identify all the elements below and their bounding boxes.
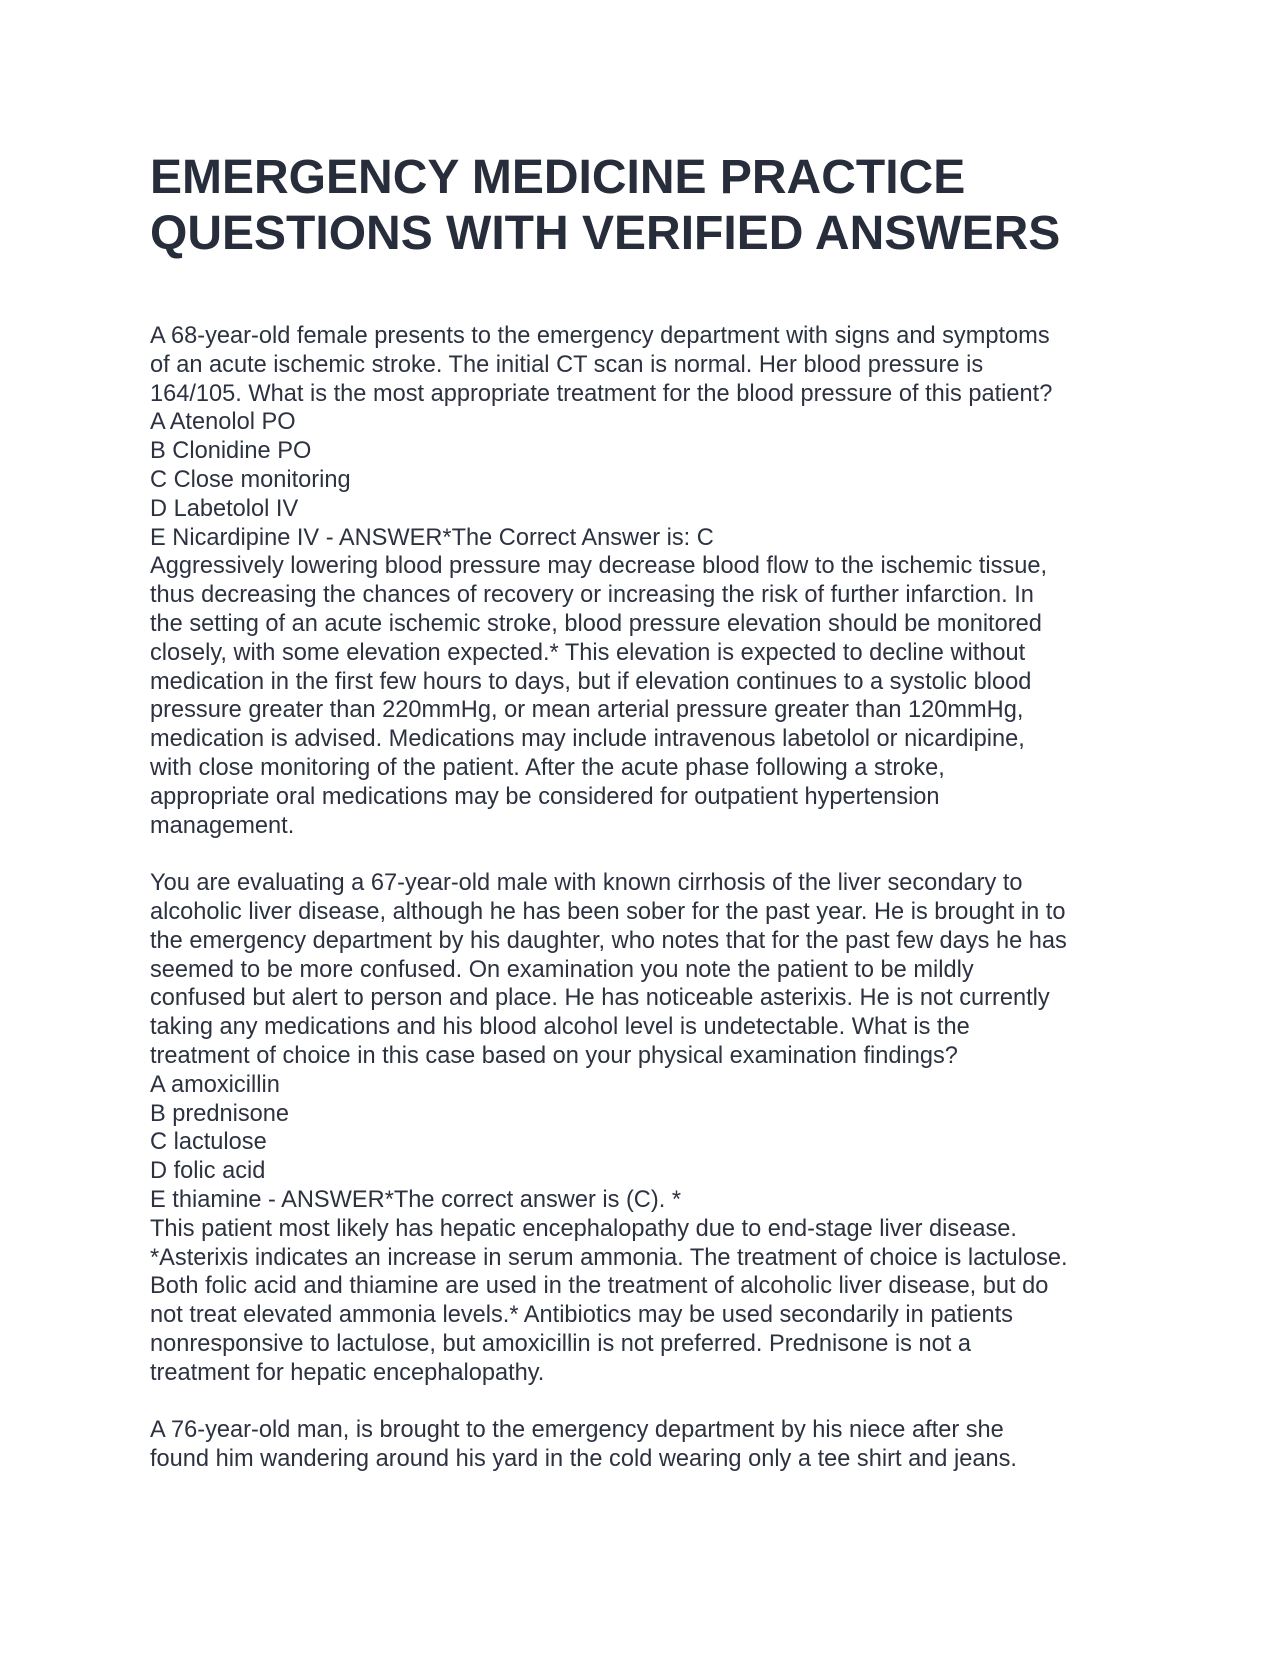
question-stem-line: A 76-year-old man, is brought to the emergency department by his niece after she bbox=[150, 1417, 1004, 1444]
explanation-line: Aggressively lowering blood pressure may decrease blood flow to the ischemic tissue, bbox=[150, 553, 1048, 580]
explanation-line: medication is advised. Medications may include intravenous labetolol or nicardipine, bbox=[150, 726, 1025, 753]
question-stem-line: taking any medications and his blood alcohol level is undetectable. What is the bbox=[150, 1014, 970, 1041]
document-body bbox=[150, 322, 1150, 1503]
explanation-line: nonresponsive to lactulose, but amoxicillin is not preferred. Prednisone is not a bbox=[150, 1330, 971, 1357]
question-stem-line: alcoholic liver disease, although he has been sober for the past year. He is brought in to bbox=[150, 898, 1066, 925]
explanation-line: with close monitoring of the patient. After the acute phase following a stroke, bbox=[150, 754, 945, 781]
answer-option-d: D folic acid bbox=[150, 1158, 266, 1185]
question-stem-line: treatment of choice in this case based on your physical examination findings? bbox=[150, 1042, 958, 1069]
answer-option-c: C Close monitoring bbox=[150, 466, 351, 493]
answer-option-a: A amoxicillin bbox=[150, 1071, 280, 1098]
question-stem-line: 164/105. What is the most appropriate treatment for the blood pressure of this patient? bbox=[150, 380, 1053, 407]
explanation-line: *Asterixis indicates an increase in serum ammonia. The treatment of choice is lactulose. bbox=[150, 1244, 1068, 1271]
question-block-3 bbox=[150, 1416, 1150, 1474]
question-stem-line: You are evaluating a 67-year-old male with known cirrhosis of the liver secondary to bbox=[150, 870, 1023, 897]
answer-option-d: D Labetolol IV bbox=[150, 495, 299, 522]
explanation-line: medication in the first few hours to days, but if elevation continues to a systolic blood bbox=[150, 668, 1032, 695]
explanation-line: This patient most likely has hepatic encephalopathy due to end-stage liver disease. bbox=[150, 1215, 1017, 1242]
question-block-2 bbox=[150, 869, 1150, 1387]
answer-option-a: A Atenolol PO bbox=[150, 409, 296, 436]
answer-option-e-with-answer: E thiamine - ANSWER*The correct answer is (C). * bbox=[150, 1186, 681, 1213]
explanation-line: management. bbox=[150, 812, 295, 839]
explanation-line: treatment for hepatic encephalopathy. bbox=[150, 1359, 545, 1386]
question-stem-line: confused but alert to person and place. He has noticeable asterixis. He is not currently bbox=[150, 985, 1050, 1012]
explanation-line: closely, with some elevation expected.* This elevation is expected to decline without bbox=[150, 639, 1026, 666]
title-line: EMERGENCY MEDICINE PRACTICE bbox=[150, 151, 966, 204]
title-line: QUESTIONS WITH VERIFIED ANSWERS bbox=[150, 207, 1061, 260]
question-block-1 bbox=[150, 322, 1150, 840]
answer-option-b: B Clonidine PO bbox=[150, 438, 312, 465]
question-stem-line: the emergency department by his daughter, who notes that for the past few days he has bbox=[150, 927, 1067, 954]
question-stem-line: seemed to be more confused. On examination you note the patient to be mildly bbox=[150, 956, 974, 983]
answer-option-e-with-answer: E Nicardipine IV - ANSWER*The Correct Answer is: C bbox=[150, 524, 714, 551]
answer-option-c: C lactulose bbox=[150, 1129, 267, 1156]
question-stem-line: of an acute ischemic stroke. The initial CT scan is normal. Her blood pressure is bbox=[150, 351, 984, 378]
explanation-line: thus decreasing the chances of recovery or increasing the risk of further infarction. In bbox=[150, 582, 1034, 609]
explanation-line: appropriate oral medications may be considered for outpatient hypertension bbox=[150, 783, 940, 810]
question-stem-line: found him wandering around his yard in the cold wearing only a tee shirt and jeans. bbox=[150, 1446, 1017, 1473]
document-title bbox=[150, 150, 1150, 262]
explanation-line: the setting of an acute ischemic stroke, blood pressure elevation should be monitored bbox=[150, 610, 1042, 637]
explanation-line: Both folic acid and thiamine are used in the treatment of alcoholic liver disease, but do bbox=[150, 1273, 1049, 1300]
explanation-line: not treat elevated ammonia levels.* Antibiotics may be used secondarily in patients bbox=[150, 1302, 1013, 1329]
answer-option-b: B prednisone bbox=[150, 1100, 290, 1127]
explanation-line: pressure greater than 220mmHg, or mean arterial pressure greater than 120mmHg, bbox=[150, 697, 1024, 724]
question-stem-line: A 68-year-old female presents to the emergency department with signs and symptoms bbox=[150, 323, 1050, 349]
